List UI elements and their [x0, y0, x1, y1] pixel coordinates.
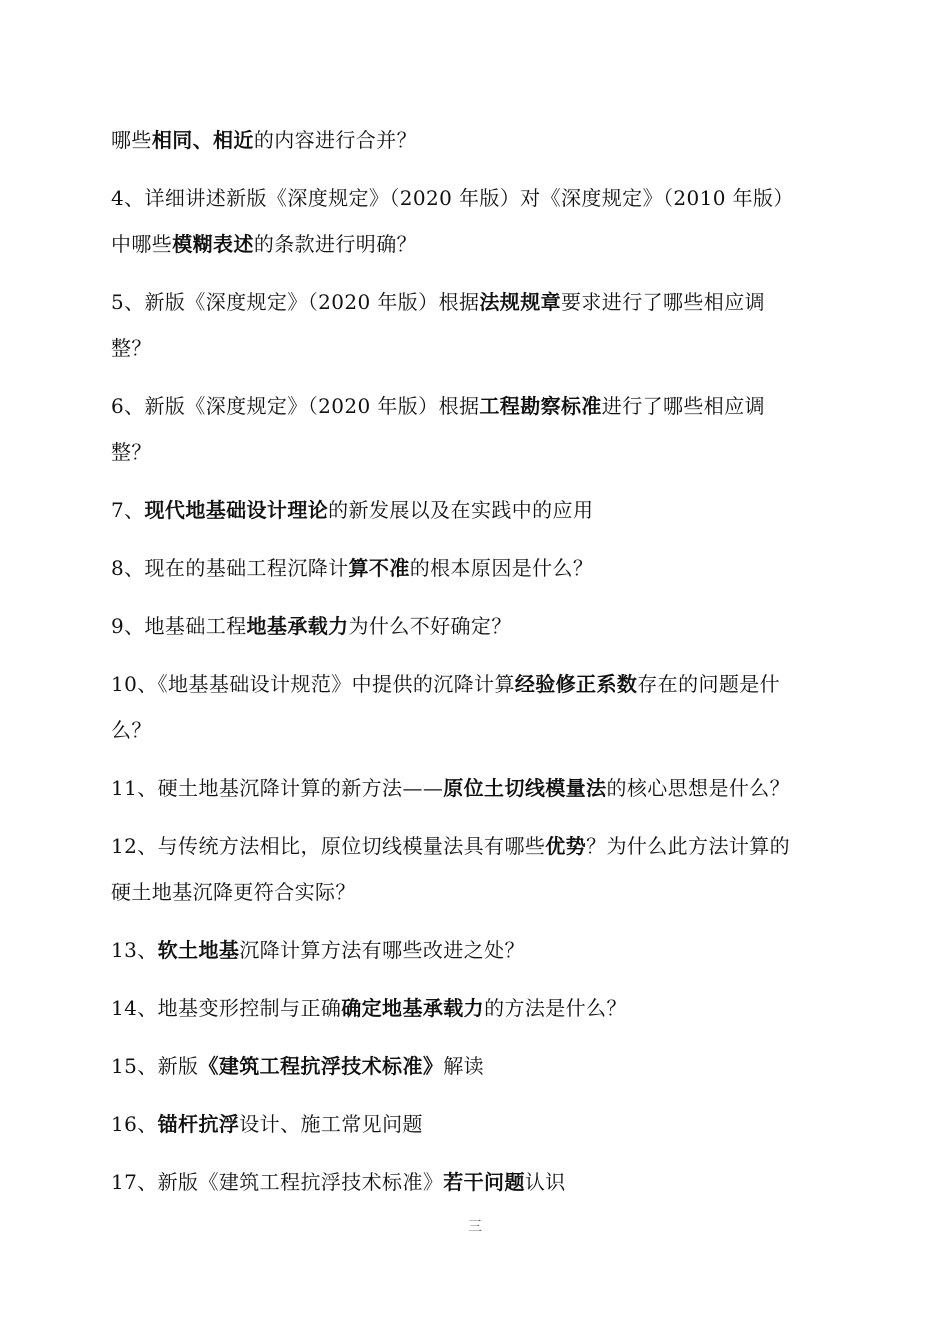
text-line: 么？	[111, 718, 152, 742]
text-line: 12、与传统方法相比，原位切线模量法具有哪些优势？为什么此方法计算的	[111, 834, 791, 858]
text-line: 整？	[111, 336, 152, 360]
text-line: 7、现代地基础设计理论的新发展以及在实践中的应用	[111, 498, 594, 522]
text-line: 5、新版《深度规定》（2020 年版）根据法规规章要求进行了哪些相应调	[111, 290, 765, 314]
text-line: 4、详细讲述新版《深度规定》（2020 年版）对《深度规定》（2010 年版）	[111, 186, 794, 210]
text-line: 14、地基变形控制与正确确定地基承载力的方法是什么？	[111, 996, 627, 1020]
text-line: 哪些相同、相近的内容进行合并？	[111, 128, 418, 152]
text-line: 6、新版《深度规定》（2020 年版）根据工程勘察标准进行了哪些相应调	[111, 394, 765, 418]
text-line: 10、《地基基础设计规范》中提供的沉降计算经验修正系数存在的问题是什	[111, 672, 781, 696]
text-line: 11、硬土地基沉降计算的新方法——原位土切线模量法的核心思想是什么？	[111, 776, 791, 800]
text-line: 8、现在的基础工程沉降计算不准的根本原因是什么？	[111, 556, 594, 580]
page-number: 三	[468, 1219, 482, 1235]
text-line: 17、新版《建筑工程抗浮技术标准》若干问题认识	[111, 1170, 566, 1194]
text-line: 整？	[111, 440, 152, 464]
text-line: 硬土地基沉降更符合实际？	[111, 880, 356, 904]
text-line: 中哪些模糊表述的条款进行明确？	[111, 232, 418, 256]
text-line: 13、软土地基沉降计算方法有哪些改进之处？	[111, 938, 525, 962]
text-line: 16、锚杆抗浮设计、施工常见问题	[111, 1112, 423, 1136]
text-line: 15、新版《建筑工程抗浮技术标准》解读	[111, 1054, 485, 1078]
text-line: 9、地基础工程地基承载力为什么不好确定？	[111, 614, 512, 638]
